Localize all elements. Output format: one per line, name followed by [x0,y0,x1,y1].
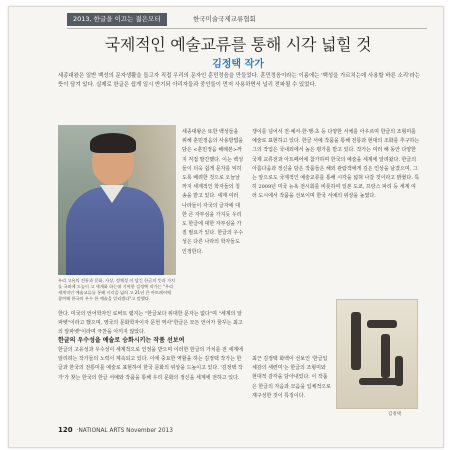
brush-stroke [381,334,390,378]
brush-stroke [395,356,403,386]
publication-name: ·NATIONAL ARTS November 2013 [76,428,173,434]
brush-stroke [359,378,399,385]
artwork-caption: 김정택 [388,412,402,417]
body-paragraph-2: 한글의 고유성과 우수성이 세계적으로 인정을 받으며 이러한 한글의 가치를 전 세계에 알리려는 작가들의 노력이 계속되고 있다. 이에 중요한 역할을 하는 김정택 작가는 한글과 한국의 전통미를 예술로 표현하여 한국 문화의 위상을 드높이고 있다. '김정택 작가'가 찾는 한국의 한글 서예와 작품을 통해 우리 문화의 정신을 세계에 전하고 있다. [58,347,243,381]
page-footer [58,426,173,434]
body-column-right: 갱이를 넘어서 전·예서·한·행·초 등 다양한 서체를 아우르며 한글의 조형미를 예술로 표현하고 있다. 한글 서예 작품을 통해 전통과 현대의 조화를 추구하는 그의 작업은 국내외에서 높은 평가를 받고 있다. 작가는 여러 해 동안 다양한 국제 교류전과 아트페어에 참가하며 한국의 예술을 세계에 알려왔다. 한글의 아름다움과 정신을 담은 작품들은 해외 관람객에게 깊은 인상을 남겼으며, 그는 앞으로도 국제적인 예술교류를 통해 시각을 넓혀 나갈 것이라고 밝혔다. 특히 2009년 미국 뉴욕 전시회를 비롯하여 일본 도쿄, 프랑스 파리 등 세계 여러 도시에서 작품을 선보이며 한국 서예의 위상을 높였다. [252,129,420,200]
section-subhead: 한글의 우수성을 예술로 승화시키는 작품 선보여 [58,337,185,344]
section-tab: 2013, 한글을 이끄는 젊은모터 [67,13,167,26]
body-column-narrow: 세종대왕은 또한 백성들을 위해 훈민정음의 사용방법을 담은 <훈민정음 해례본>까지 직접 발간했다. 이는 백성들이 더욱 쉽게 문자를 익히도록 배려한 것으로 오늘날까지 세계적인 학자들의 칭송을 받고 있다. 세계 여러 나라들이 자국의 글자에 대한 큰 자부심을 가지듯 우리도 한글에 대한 자부심을 가질 필요가 있다. 한글의 우수성은 다른 나라의 학자들도 인정한다. [182,129,244,255]
artist-photo [58,125,176,275]
page-number: 120 [58,426,73,434]
body-paragraph: 한다. 미국의 언어학자인 로버트 램지는 "한글보다 위대한 문자는 없다"며 "세계의 알파벳"이라고 했으며, 영국의 문화학자이자 문헌 역사"한글은 모든 언어가 꿈꾸는 최고의 알파벳"이라며 극찬을 아끼지 않았다. [58,311,243,336]
photo-caption: 우리 고유의 전통과 문화, 사상, 정체성 이 담긴 한글의 뜻과 가치를 국외에 드높이 고 세계화 하는데 기여한 김정택 작가는 "우리 세계적인 예술교류를 통해 시각을 넓히 고 21년 큰 아트페어에 참여해 한국의 우수 한 예술을 알리겠다"고 말했다. [58,278,176,301]
photo-shirt [66,187,164,275]
article-title: 국제적인 예술교류를 통해 시각 넓힐 것 [104,35,372,54]
photo-hair [90,133,136,153]
brush-stroke [351,312,361,370]
article-author: 김정택 작가 [212,59,264,70]
organization-label: 한국미술국제교류협회 [193,15,256,23]
header-divider [67,28,427,29]
brush-stroke [367,320,397,328]
body-column-right-lower: 최근 김정택 화백이 선보인 '한글입체감의 세련미'는 한글의 조형미와 현대적 감각을 담아내었다. 이 작품은 한글의 자음과 모음을 입체적으로 재구성한 것이 특징이다. [252,356,331,399]
article-lead: 세종대왕은 일반 백성의 문자생활을 돕고자 직접 우리의 문자인 훈민정음을 만들었다. 훈민정음이라는 이름에는 '백성을 가르치는데 사용할 바른 소리'라는 뜻이 담겨 있다. 실제로 한글은 쉽게 일시 반기되 아리자들과 중인들이 먼저 사용하면서 널리 전파될 수 있었다. [58,73,420,88]
calligraphy-artwork [336,299,418,409]
